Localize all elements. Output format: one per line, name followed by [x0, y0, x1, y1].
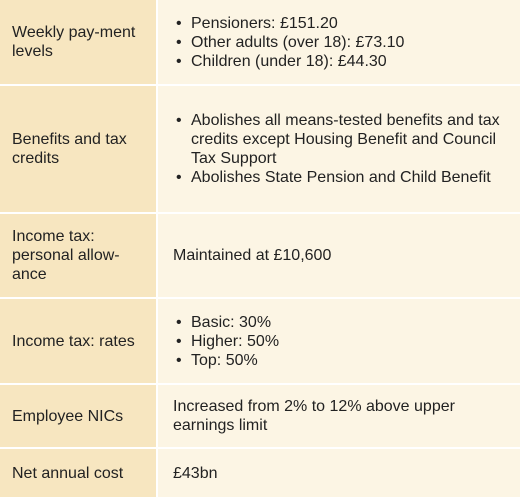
list-item: • Abolishes all means-tested benefits and tax credits except Housing Benefit and Council Tax Support	[176, 112, 500, 167]
row-label: Income tax: personal allow-ance	[0, 213, 157, 298]
row-value: Maintained at £10,600	[157, 213, 520, 298]
bullet-icon: •	[176, 33, 182, 51]
table-row	[0, 448, 520, 497]
table-row	[0, 298, 520, 384]
table-row	[0, 0, 520, 85]
bullet-list	[173, 313, 508, 370]
row-value	[157, 298, 520, 384]
row-value: £43bn	[157, 448, 520, 497]
list-item: • Abolishes State Pension and Child Benefit	[176, 169, 491, 186]
list-item: • Basic: 30%	[176, 313, 272, 331]
bullet-icon: •	[176, 169, 182, 186]
row-value	[157, 0, 520, 85]
table-row	[0, 384, 520, 448]
bullet-list	[173, 111, 508, 187]
row-value	[157, 85, 520, 213]
list-item: • Children (under 18): £44.30	[176, 52, 387, 70]
table-row	[0, 213, 520, 298]
bullet-icon: •	[176, 313, 182, 331]
row-label: Weekly pay-ment levels	[0, 0, 157, 85]
bullet-list	[173, 14, 508, 71]
row-value: Increased from 2% to 12% above upper earnings limit	[157, 384, 520, 448]
bullet-icon: •	[176, 52, 182, 70]
list-item: • Higher: 50%	[176, 332, 280, 350]
row-label: Net annual cost	[0, 448, 157, 497]
table-row	[0, 85, 520, 213]
row-label: Employee NICs	[0, 384, 157, 448]
bullet-icon: •	[176, 14, 182, 32]
row-label: Benefits and tax credits	[0, 85, 157, 213]
list-item: • Pensioners: £151.20	[176, 14, 338, 32]
list-item: • Other adults (over 18): £73.10	[176, 33, 405, 51]
row-label: Income tax: rates	[0, 298, 157, 384]
bullet-icon: •	[176, 112, 182, 129]
list-item: • Top: 50%	[176, 351, 258, 369]
bullet-icon: •	[176, 351, 182, 369]
bullet-icon: •	[176, 332, 182, 350]
